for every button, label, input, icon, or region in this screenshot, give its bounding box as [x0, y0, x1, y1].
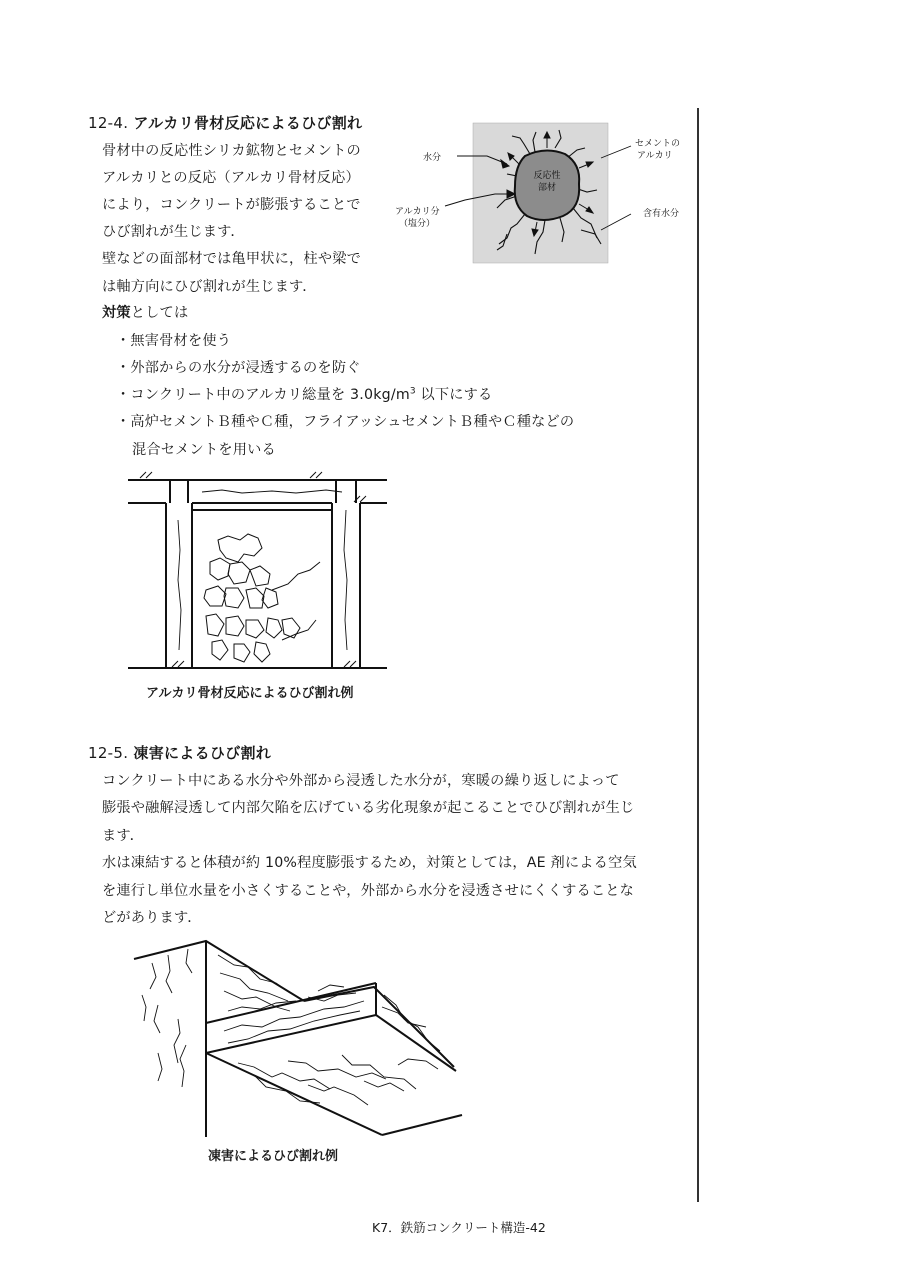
measures-label: 対策 [102, 305, 131, 321]
label-alkali: アルカリ分 [395, 207, 440, 217]
label-moisture: 含有水分 [643, 209, 680, 219]
bullet-item: ・高炉セメントＢ種やＣ種，フライアッシュセメントＢ種やＣ種などの [116, 414, 575, 430]
map-cracking [204, 534, 320, 662]
body-line: により，コンクリートが膨張することで [102, 197, 361, 213]
center-label-2: 部材 [537, 183, 557, 193]
body-line: ひび割れが生じます． [102, 224, 245, 240]
body-line: ます． [102, 828, 145, 844]
body-line: どがあります． [102, 910, 202, 926]
bullet-item: ・無害骨材を使う [116, 333, 232, 349]
section-number: 12-4. [88, 114, 129, 132]
bullet-text-tail: 以下にする [415, 387, 493, 403]
body-line: 骨材中の反応性シリカ鉱物とセメントの [102, 143, 361, 159]
label-water: 水分 [423, 153, 442, 163]
frost-cracks [142, 949, 440, 1105]
alkali-reaction-diagram [385, 118, 705, 268]
label-salt: （塩分） [399, 219, 436, 229]
body-line: 膨張や融解浸透して内部欠陥を広げている劣化現象が起こることでひび割れが生じ [102, 800, 635, 816]
figure-caption-asr: アルカリ骨材反応によるひび割れ例 [146, 686, 354, 701]
body-line: コンクリート中にある水分や外部から浸透した水分が，寒暖の繰り返しによって [102, 773, 620, 789]
center-label-1: 反応性 [533, 171, 561, 181]
section-heading-12-4 [88, 112, 362, 133]
label-cement-1: セメントの [635, 139, 681, 149]
bullet-item-continuation: 混合セメントを用いる [132, 442, 276, 458]
superscript: 3 [409, 386, 416, 397]
body-line: は軸方向にひび割れが生じます． [102, 279, 317, 295]
beam-cracks [178, 490, 347, 650]
measures-intro [102, 302, 188, 322]
body-line: を連行し単位水量を小さくすることや，外部から水分を浸透させにくくすることな [102, 883, 635, 899]
figure-caption-frost: 凍害によるひび割れ例 [208, 1149, 339, 1164]
section-title: アルカリ骨材反応によるひび割れ [133, 114, 363, 132]
frame-lines [128, 480, 387, 668]
body-line: 壁などの面部材では亀甲状に，柱や梁で [102, 251, 361, 267]
page-footer: K7．鉄筋コンクリート構造-42 [372, 1220, 546, 1235]
label-cement-2: アルカリ [637, 151, 673, 161]
structure-lines [134, 941, 462, 1137]
section-heading-12-5 [88, 742, 271, 763]
body-line: 水は凍結すると体積が約 10%程度膨張するため，対策としては，AE 剤による空気 [102, 855, 637, 871]
bullet-item [116, 384, 492, 404]
body-line: アルカリとの反応（アルカリ骨材反応） [102, 170, 360, 186]
margin-rule [697, 108, 699, 1202]
measures-suffix: としては [130, 305, 189, 321]
frost-damage-figure [128, 935, 468, 1155]
section-number: 12-5. [88, 744, 129, 762]
bullet-item: ・外部からの水分が浸透するのを防ぐ [116, 360, 361, 376]
section-title: 凍害によるひび割れ [133, 744, 272, 762]
asr-frame-figure [122, 470, 392, 675]
bullet-text: ・コンクリート中のアルカリ総量を 3.0kg/m [116, 387, 410, 403]
